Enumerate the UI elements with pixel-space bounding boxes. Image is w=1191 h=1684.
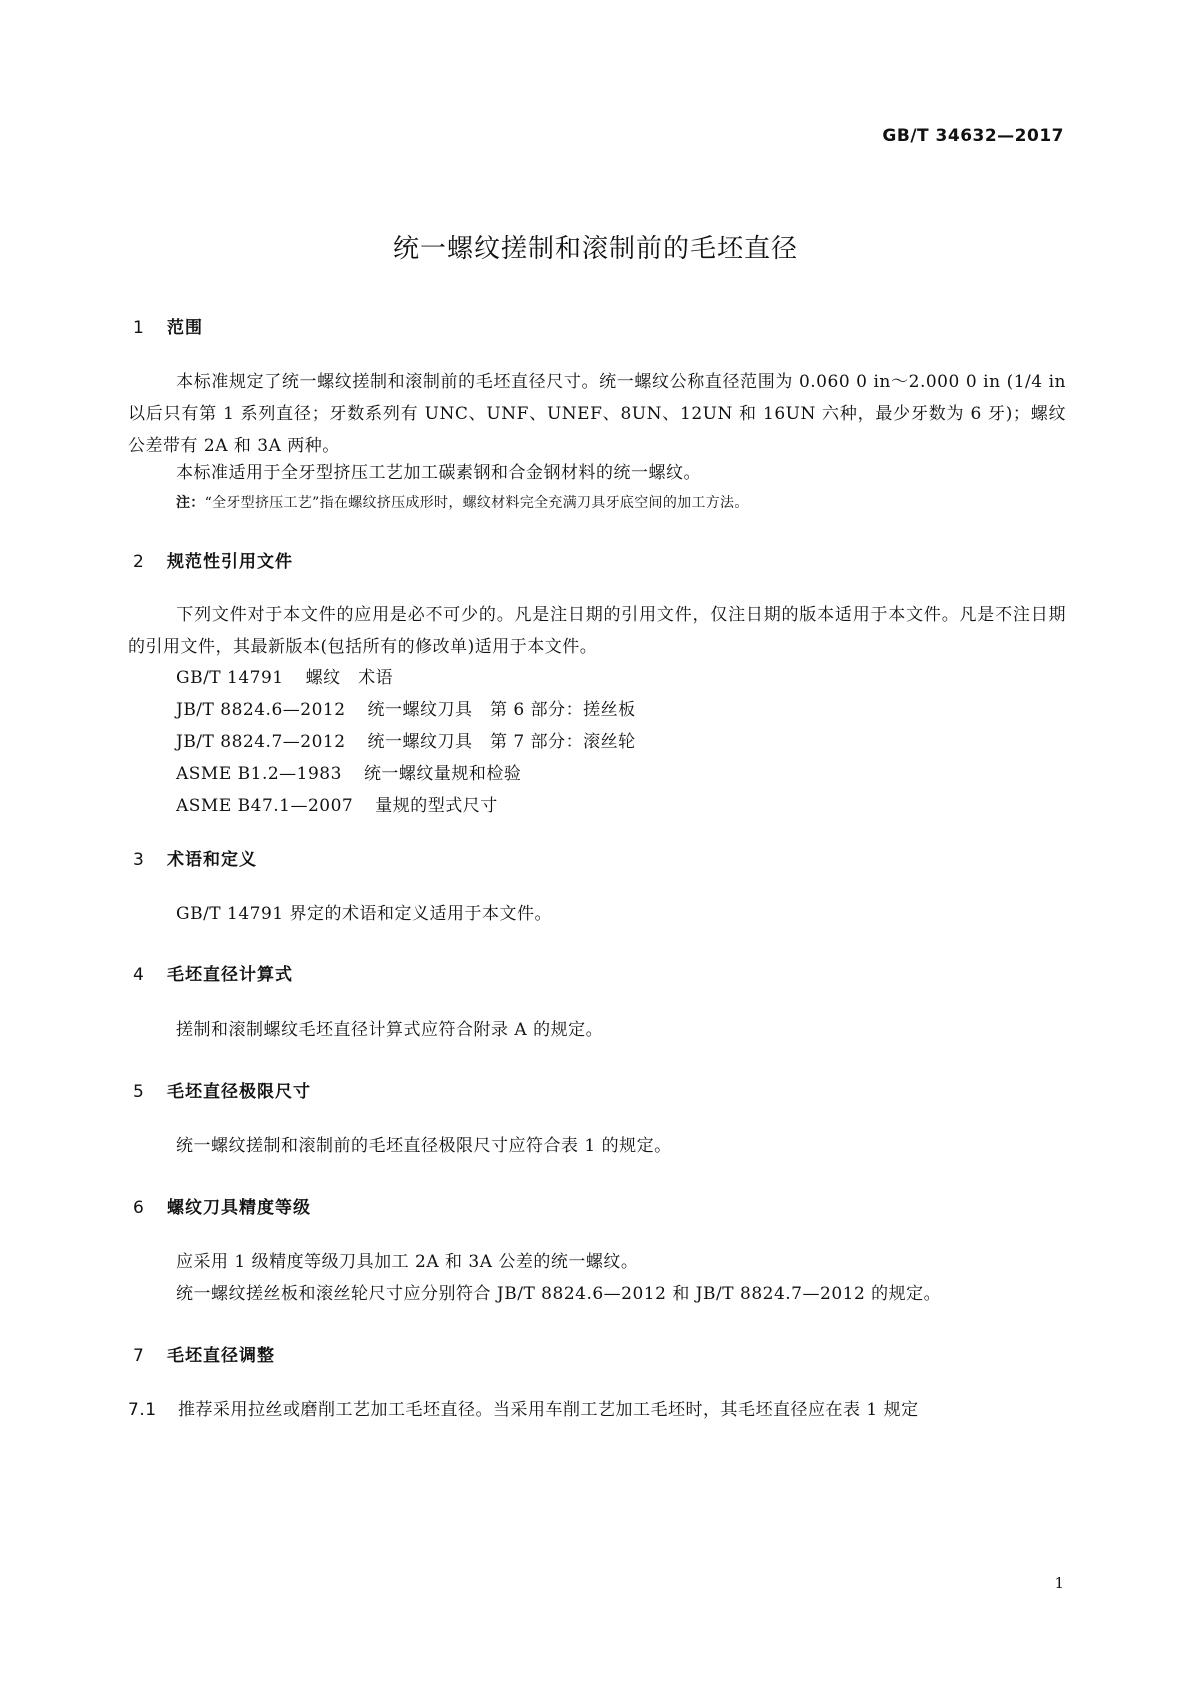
section-number: 2 xyxy=(133,552,145,572)
reference-item xyxy=(176,727,636,752)
section-6-paragraph: 应采用 1 级精度等级刀具加工 2A 和 3A 公差的统一螺纹。 xyxy=(176,1252,639,1272)
section-title: 术语和定义 xyxy=(167,850,257,870)
reference-item xyxy=(176,759,521,784)
section-6-heading xyxy=(133,1193,311,1218)
reference-code: ASME B47.1—2007 xyxy=(176,796,354,816)
section-number: 6 xyxy=(133,1198,145,1218)
section-number: 4 xyxy=(133,965,145,985)
section-1-heading xyxy=(133,313,203,338)
section-title: 范围 xyxy=(167,318,203,338)
section-3-paragraph: GB/T 14791 界定的术语和定义适用于本文件。 xyxy=(176,904,553,924)
reference-title: 统一螺纹量规和检验 xyxy=(363,764,522,784)
section-number: 5 xyxy=(133,1082,145,1102)
reference-title: 量规的型式尺寸 xyxy=(375,796,498,816)
page-number: 1 xyxy=(1054,1574,1064,1592)
section-6-paragraph-2: 统一螺纹搓丝板和滚丝轮尺寸应分别符合 JB/T 8824.6—2012 和 JB/T 8824.7—2012 的规定。 xyxy=(176,1284,942,1304)
note-label: 注： xyxy=(176,495,205,511)
section-number: 3 xyxy=(133,850,145,870)
clause-7-1 xyxy=(128,1395,919,1420)
section-4-paragraph: 搓制和滚制螺纹毛坯直径计算式应符合附录 A 的规定。 xyxy=(176,1020,604,1040)
section-1-paragraph-2: 本标准适用于全牙型挤压工艺加工碳素钢和合金钢材料的统一螺纹。 xyxy=(176,463,701,483)
section-5-heading xyxy=(133,1077,311,1102)
section-2-heading xyxy=(133,547,293,572)
section-3-heading xyxy=(133,845,257,870)
reference-title: 统一螺纹刀具 第 7 部分：滚丝轮 xyxy=(367,732,636,752)
reference-item xyxy=(176,791,498,816)
note-text: “全牙型挤压工艺”指在螺纹挤压成形时，螺纹材料完全充满刀具牙底空间的加工方法。 xyxy=(204,495,749,511)
section-4-heading xyxy=(133,960,293,985)
section-title: 螺纹刀具精度等级 xyxy=(167,1198,311,1218)
clause-text: 推荐采用拉丝或磨削工艺加工毛坯直径。当采用车削工艺加工毛坯时，其毛坯直径应在表 1 规定 xyxy=(178,1400,919,1420)
paragraph-text: 本标准规定了统一螺纹搓制和滚制前的毛坯直径尺寸。统一螺纹公称直径范围为 0.060 0 in～2.000 0 in (1/4 in 以后只有第 1 系列直径；牙数系列有 UNC、UNF、UNEF、8UN、12UN 和 16UN 六种，最少牙数为 6 牙)；螺纹公差带有 2A 和 3A 两种。 xyxy=(128,372,1066,456)
document-title: 统一螺纹搓制和滚制前的毛坯直径 xyxy=(392,234,798,264)
paragraph-text: 下列文件对于本文件的应用是必不可少的。凡是注日期的引用文件，仅注日期的版本适用于本文件。凡是不注日期的引用文件，其最新版本(包括所有的修改单)适用于本文件。 xyxy=(128,605,1066,657)
reference-title: 统一螺纹刀具 第 6 部分：搓丝板 xyxy=(367,700,636,720)
reference-code: GB/T 14791 xyxy=(176,668,284,688)
section-1-note xyxy=(176,492,749,512)
section-title: 毛坯直径极限尺寸 xyxy=(167,1082,311,1102)
reference-code: JB/T 8824.6—2012 xyxy=(176,700,346,720)
clause-number: 7.1 xyxy=(128,1400,157,1420)
reference-title: 螺纹 术语 xyxy=(305,668,394,688)
section-title: 毛坯直径计算式 xyxy=(167,965,293,985)
section-7-heading xyxy=(133,1341,275,1366)
standard-code: GB/T 34632—2017 xyxy=(882,126,1064,146)
section-title: 规范性引用文件 xyxy=(167,552,293,572)
section-2-paragraph xyxy=(128,599,1066,663)
section-5-paragraph: 统一螺纹搓制和滚制前的毛坯直径极限尺寸应符合表 1 的规定。 xyxy=(176,1136,672,1156)
reference-item xyxy=(176,695,636,720)
section-number: 1 xyxy=(133,318,145,338)
reference-item xyxy=(176,663,393,688)
reference-code: ASME B1.2—1983 xyxy=(176,764,342,784)
section-title: 毛坯直径调整 xyxy=(167,1346,275,1366)
reference-code: JB/T 8824.7—2012 xyxy=(176,732,346,752)
section-number: 7 xyxy=(133,1346,145,1366)
section-1-paragraph xyxy=(128,366,1066,462)
